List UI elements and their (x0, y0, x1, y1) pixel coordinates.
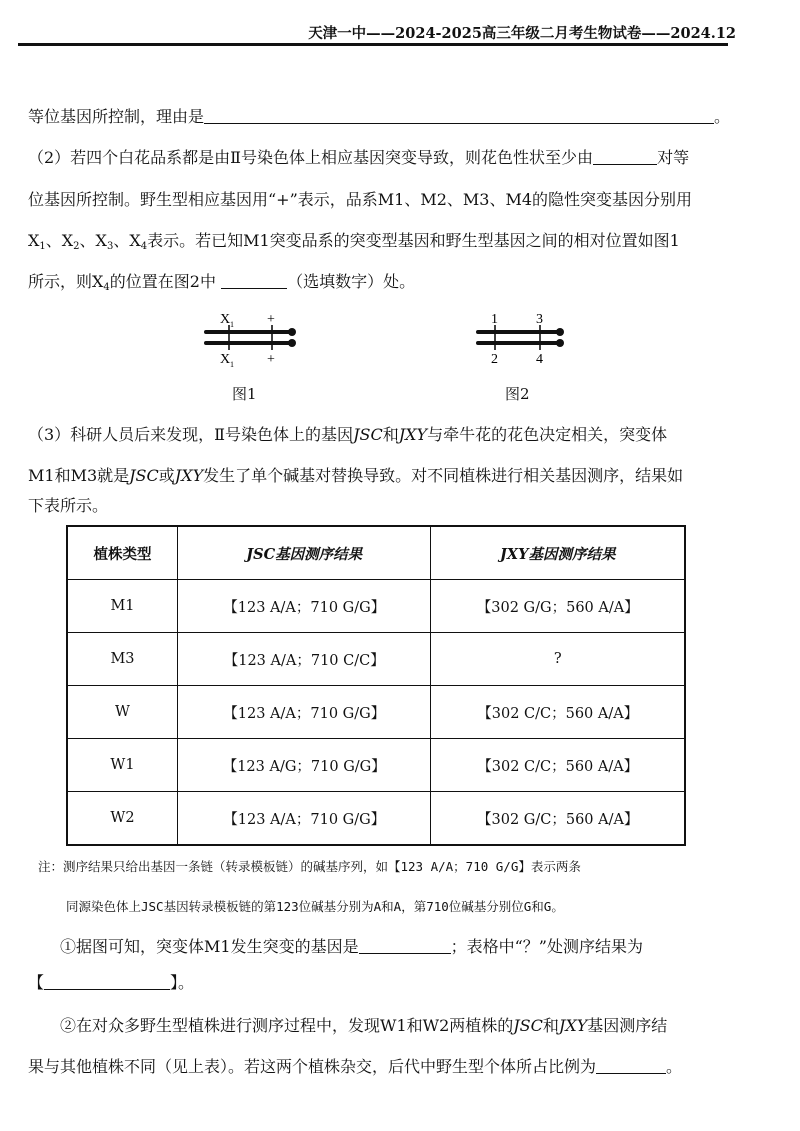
cell-plant: W (67, 686, 177, 739)
paragraph-3-line-1 (28, 424, 667, 446)
cell-jxy: 【302 C/C；560 A/A】 (431, 686, 685, 739)
p1-text: 等位基因所控制，理由是 (28, 107, 205, 126)
fig2-label-3: 3 (536, 312, 543, 327)
x-label: X (28, 231, 40, 250)
q1-bracket-open: 【 (28, 973, 45, 992)
q2-end: 。 (666, 1057, 683, 1076)
sequencing-results-table (66, 525, 686, 846)
page-header: 天津一中——2024-2025高三年级二月考生物试卷——2024.12 (308, 25, 736, 42)
answer-blank-sequence[interactable] (44, 973, 170, 990)
fig1-bottom-sub: 1 (230, 360, 234, 369)
answer-blank-reason[interactable] (204, 107, 714, 124)
cell-jsc: 【123 A/A；710 G/G】 (177, 792, 431, 846)
paragraph-3-line-2 (28, 465, 683, 487)
paragraph-1 (28, 106, 730, 128)
p3-or: 或 (158, 466, 175, 485)
cell-jxy: 【302 C/C；560 A/A】 (431, 739, 685, 792)
p3-line1-a: （3）科研人员后来发现，Ⅱ号染色体上的基因 (28, 425, 354, 444)
table-note-line-1: 注：测序结果只给出基因一条链（转录模板链）的碱基序列，如【123 A/A；710 G/G】表示两条 (38, 859, 581, 874)
p3-line2-a: M1和M3就是 (28, 466, 130, 485)
chromosome-top-end (556, 328, 564, 336)
cell-jsc: 【123 A/A；710 C/C】 (177, 633, 431, 686)
q2-and: 和 (542, 1016, 559, 1035)
figure-1-chromosomes (196, 305, 306, 375)
paragraph-2-line-1 (28, 147, 689, 169)
p3-line2-b: 发生了单个碱基对替换导致。对不同植株进行相关基因测序，结果如 (203, 466, 684, 485)
cell-jsc: 【123 A/A；710 G/G】 (177, 580, 431, 633)
p2-line3-rest: 表示。若已知M1突变品系的突变型基因和野生型基因之间的相对位置如图1 (147, 231, 680, 250)
gene-jxy: JXY (398, 425, 428, 444)
chromosome-bottom-end (288, 339, 296, 347)
gene-jxy: JXY (558, 1016, 588, 1035)
answer-blank-position[interactable] (221, 272, 287, 289)
cell-jxy: ? (431, 633, 685, 686)
p2-line4-b: 的位置在图2中 (109, 272, 216, 291)
cell-plant: M3 (67, 633, 177, 686)
p1-end: 。 (714, 107, 731, 126)
table-row (67, 580, 685, 633)
cell-jsc: 【123 A/G；710 G/G】 (177, 739, 431, 792)
x-sep-3: 、X (113, 231, 141, 250)
x-sub-4: 4 (140, 241, 148, 252)
paragraph-2-line-3 (28, 230, 680, 258)
q1-text-a: ①据图可知，突变体M1发生突变的基因是 (60, 937, 359, 956)
figure-1-caption: 图1 (232, 385, 257, 403)
x-sub-3: 3 (106, 241, 114, 252)
table-row (67, 686, 685, 739)
fig2-label-1: 1 (491, 312, 498, 327)
table-note-line-2: 同源染色体上JSC基因转录模板链的第123位碱基分别为A和A，第710位碱基分别位G和G。 (66, 899, 564, 914)
x-sub-2: 2 (73, 241, 80, 252)
p2-line4-a: 所示，则X (28, 272, 104, 291)
fig1-top-label-plus: + (267, 312, 275, 327)
header-plant-type: 植株类型 (67, 526, 177, 580)
header-rule (18, 43, 728, 46)
answer-blank-pairs[interactable] (593, 148, 657, 165)
q2-text-b: 基因测序结 (587, 1016, 668, 1035)
cell-plant: W1 (67, 739, 177, 792)
q1-text-b: ；表格中“？”处测序结果为 (450, 937, 643, 956)
p3-line1-b: 与牵牛花的花色决定相关，突变体 (427, 425, 668, 444)
fig1-top-sub: 1 (230, 320, 234, 329)
fig2-label-2: 2 (491, 352, 498, 367)
gene-jsc: JSC (353, 425, 383, 444)
gene-jsc: JSC (513, 1016, 543, 1035)
question-2-line-2 (28, 1056, 682, 1078)
paragraph-3-line-3: 下表所示。 (28, 496, 109, 515)
q2-line2-text: 果与其他植株不同（见上表）。若这两个植株杂交，后代中野生型个体所占比例为 (28, 1057, 597, 1076)
figure-2-caption: 图2 (505, 385, 530, 403)
fig1-bottom-label-plus: + (267, 352, 275, 367)
q2-text-a: ②在对众多野生型植株进行测序过程中，发现W1和W2两植株的 (60, 1016, 514, 1035)
p3-and: 和 (382, 425, 399, 444)
p2-line1-text: （2）若四个白花品系都是由Ⅱ号染色体上相应基因突变导致，则花色性状至少由 (28, 148, 594, 167)
x-sub-1: 1 (39, 241, 46, 252)
table-row (67, 739, 685, 792)
header-jsc-result: JSC基因测序结果 (177, 526, 431, 580)
cell-plant: M1 (67, 580, 177, 633)
cell-jxy: 【302 G/G；560 A/A】 (431, 580, 685, 633)
chromosome-bottom-end (556, 339, 564, 347)
chromosome-top-end (288, 328, 296, 336)
x-sep-2: 、X (79, 231, 107, 250)
header-jxy-result: JXY基因测序结果 (431, 526, 685, 580)
table-row (67, 633, 685, 686)
question-1-line-2 (28, 972, 194, 994)
cell-jsc: 【123 A/A；710 G/G】 (177, 686, 431, 739)
table-header-row (67, 526, 685, 580)
question-1-line-1 (60, 936, 643, 958)
p2-line1-end: 对等 (657, 148, 690, 167)
q1-bracket-close: 】。 (170, 973, 195, 992)
answer-blank-mutated-gene[interactable] (359, 937, 451, 954)
cell-jxy: 【302 G/C；560 A/A】 (431, 792, 685, 846)
question-2-line-1 (60, 1015, 667, 1037)
p2-line4-c: （选填数字）处。 (287, 272, 416, 291)
fig2-label-4: 4 (536, 352, 543, 367)
p2-line4-sub: 4 (103, 282, 110, 293)
answer-blank-ratio[interactable] (596, 1057, 666, 1074)
gene-jsc: JSC (129, 466, 159, 485)
fig1-bottom-label-x: X (220, 352, 231, 367)
gene-jxy: JXY (174, 466, 204, 485)
x-sep-1: 、X (45, 231, 74, 250)
fig1-top-label-x: X (220, 312, 231, 327)
paragraph-2-line-4 (28, 271, 415, 299)
cell-plant: W2 (67, 792, 177, 846)
table-row (67, 792, 685, 846)
figure-2-chromosomes (468, 305, 578, 375)
paragraph-2-line-2: 位基因所控制。野生型相应基因用“+”表示，品系M1、M2、M3、M4的隐性突变基因分别用 (28, 190, 693, 209)
